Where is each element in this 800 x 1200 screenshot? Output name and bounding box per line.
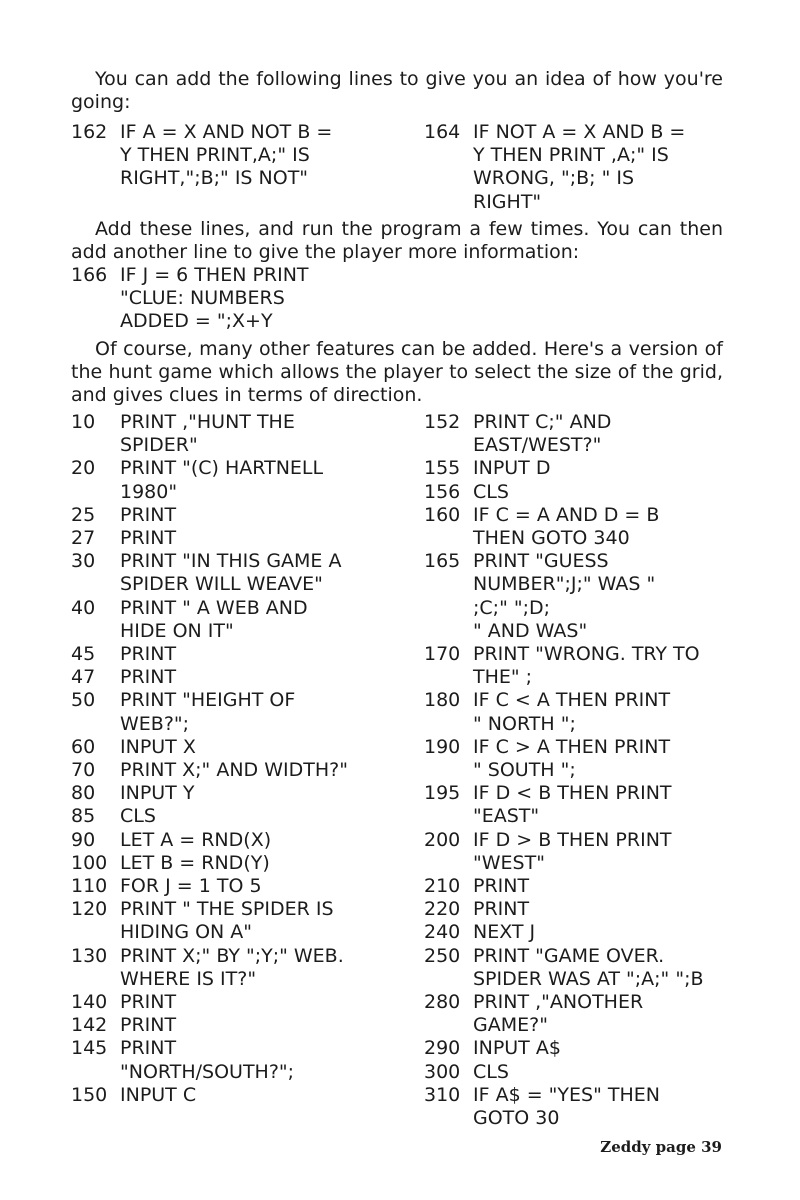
code-statement: IF J = 6 THEN PRINT "CLUE: NUMBERS ADDED = ";X+Y [120,264,309,333]
code-line-250 [424,945,704,991]
code-line-195 [424,782,704,828]
code-line-150 [71,1084,348,1107]
code-line-300 [424,1061,704,1084]
code-line-47 [71,666,348,689]
code-statement: PRINT ,"HUNT THE SPIDER" [120,411,295,457]
code-line-27 [71,527,348,550]
line-number: 160 [424,503,461,526]
line-number: 142 [71,1014,108,1037]
code-line-170 [424,643,704,689]
line-number: 156 [424,480,461,503]
code-line-80 [71,782,348,805]
code-line-40 [71,597,348,643]
code-statement: INPUT A$ [473,1037,561,1060]
code-statement: PRINT [120,991,177,1014]
code-line-180 [424,689,704,735]
line-number: 10 [71,411,96,433]
code-statement: CLS [120,805,156,828]
line-number: 45 [71,643,96,666]
code-line-162 [71,121,332,191]
code-statement: PRINT "WRONG. TRY TO THE" ; [473,643,700,689]
code-statement: PRINT "IN THIS GAME A SPIDER WILL WEAVE" [120,550,342,596]
code-statement: IF A = X AND NOT B = Y THEN PRINT,A;" IS RIGHT,";B;" IS NOT" [120,121,333,190]
code-statement: IF NOT A = X AND B = Y THEN PRINT ,A;" IS WRONG, ";B; " IS RIGHT" [473,121,686,213]
code-line-240 [424,921,704,944]
line-number: 150 [71,1083,108,1106]
code-statement: IF A$ = "YES" THEN GOTO 30 [473,1083,660,1130]
line-number: 40 [71,596,96,619]
line-number: 25 [71,503,96,526]
code-line-110 [71,875,348,898]
line-number: 195 [424,782,461,805]
code-line-310 [424,1084,704,1130]
code-statement: PRINT [120,643,177,666]
line-number: 280 [424,991,461,1014]
code-line-200 [424,829,704,875]
line-number: 110 [71,875,108,898]
line-number: 220 [424,898,461,921]
line-number: 50 [71,689,96,712]
line-number: 47 [71,666,96,689]
line-number: 290 [424,1037,461,1060]
code-line-290 [424,1037,704,1060]
line-number: 30 [71,550,96,573]
line-number: 190 [424,735,461,758]
line-number: 180 [424,689,461,712]
instruction-paragraph: Add these lines, and run the program a few times. You can then add another line to give the player more information: [71,218,723,264]
code-statement: PRINT [120,1014,177,1037]
line-number: 164 [424,121,461,143]
line-number: 60 [71,735,96,758]
line-number: 166 [71,264,108,286]
line-number: 130 [71,944,108,967]
intro-paragraph: You can add the following lines to give you an idea of how you're going: [71,68,723,114]
code-statement: IF C < A THEN PRINT " NORTH "; [473,689,671,735]
code-line-156 [424,481,704,504]
line-number: 165 [424,550,461,573]
code-line-25 [71,504,348,527]
code-statement: NEXT J [473,921,536,944]
line-number: 90 [71,828,96,851]
code-statement: INPUT Y [120,782,195,805]
code-line-85 [71,805,348,828]
code-statement: CLS [473,480,509,503]
line-number: 250 [424,944,461,967]
line-number: 80 [71,782,96,805]
code-statement: IF C > A THEN PRINT " SOUTH "; [473,735,671,782]
line-number: 210 [424,875,461,898]
code-line-210 [424,875,704,898]
code-statement: INPUT C [120,1083,197,1106]
code-statement: PRINT ,"ANOTHER GAME?" [473,991,644,1037]
code-statement: FOR J = 1 TO 5 [120,875,262,898]
code-line-165 [424,550,704,643]
code-statement: PRINT " A WEB AND HIDE ON IT" [120,596,308,642]
code-statement: LET A = RND(X) [120,828,272,851]
line-number: 145 [71,1037,108,1060]
line-number: 85 [71,805,96,828]
line-number: 152 [424,411,461,433]
code-statement: PRINT [120,503,177,526]
code-statement: PRINT [120,666,177,689]
code-line-70 [71,759,348,782]
code-statement: PRINT X;" AND WIDTH?" [120,759,348,782]
code-line-142 [71,1014,348,1037]
line-number: 155 [424,457,461,480]
line-number: 20 [71,457,96,480]
code-line-120 [71,898,348,944]
code-line-10 [71,411,348,457]
code-statement: PRINT "(C) HARTNELL 1980" [120,457,324,503]
line-number: 70 [71,759,96,782]
code-line-50 [71,689,348,735]
code-statement: CLS [473,1060,509,1083]
code-statement: PRINT " THE SPIDER IS HIDING ON A" [120,898,334,944]
line-number: 120 [71,898,108,921]
line-number: 140 [71,991,108,1014]
code-statement: PRINT [473,875,530,898]
code-line-160 [424,504,704,550]
code-statement: PRINT "GAME OVER. SPIDER WAS AT ";A;" ";B [473,944,704,990]
line-number: 100 [71,851,108,874]
code-statement: PRINT [120,527,177,550]
program-listing-left-column [71,411,348,1107]
line-number: 170 [424,643,461,666]
line-number: 200 [424,828,461,851]
code-statement: INPUT D [473,457,551,480]
code-line-30 [71,550,348,596]
code-statement: PRINT "NORTH/SOUTH?"; [120,1037,295,1083]
code-line-190 [424,736,704,782]
code-statement: IF C = A AND D = B THEN GOTO 340 [473,503,660,550]
code-statement: INPUT X [120,735,196,758]
code-line-90 [71,829,348,852]
code-line-152 [424,411,704,457]
code-statement: PRINT "GUESS NUMBER";J;" WAS " ;C;" ";D; " AND WAS" [473,550,656,642]
code-statement: IF D < B THEN PRINT "EAST" [473,782,672,828]
code-statement: PRINT [473,898,530,921]
description-paragraph: Of course, many other features can be added. Here's a version of the hunt game which allows the player to select the size of the grid, and gives clues in terms of direction. [71,338,723,407]
line-number: 27 [71,527,96,550]
code-line-145 [71,1037,348,1083]
code-line-155 [424,457,704,480]
code-line-140 [71,991,348,1014]
code-statement: IF D > B THEN PRINT "WEST" [473,828,672,874]
line-number: 162 [71,121,108,143]
code-line-45 [71,643,348,666]
program-listing-right-column [424,411,704,1130]
code-statement: LET B = RND(Y) [120,851,270,874]
code-line-130 [71,945,348,991]
code-statement: PRINT "HEIGHT OF WEB?"; [120,689,296,735]
line-number: 240 [424,921,461,944]
code-line-164 [424,121,685,214]
code-line-100 [71,852,348,875]
code-line-280 [424,991,704,1037]
line-number: 300 [424,1060,461,1083]
code-statement: PRINT C;" AND EAST/WEST?" [473,411,612,457]
code-line-220 [424,898,704,921]
code-line-20 [71,457,348,503]
line-number: 310 [424,1083,461,1106]
code-line-60 [71,736,348,759]
code-statement: PRINT X;" BY ";Y;" WEB. WHERE IS IT?" [120,944,344,990]
page-footer: Zeddy page 39 [600,1138,722,1156]
code-line-166 [71,264,309,334]
